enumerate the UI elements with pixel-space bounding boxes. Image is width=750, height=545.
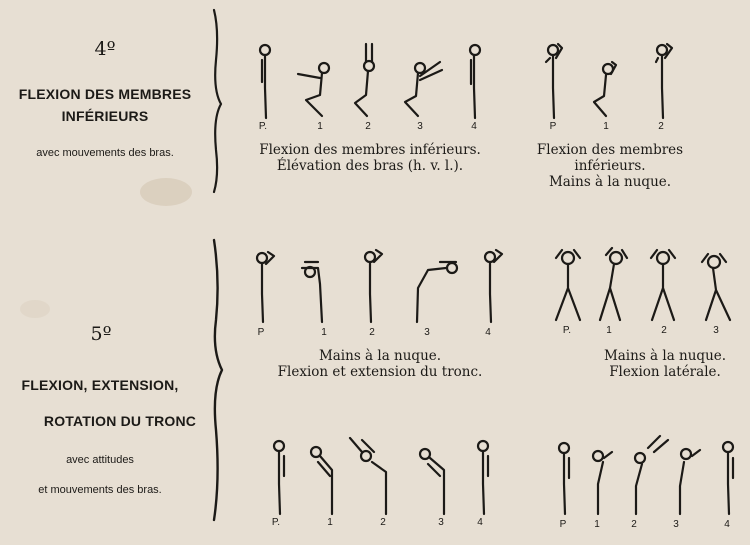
caption-r2b-line2: Flexion latérale. xyxy=(609,364,721,380)
label-r3-2: 2 xyxy=(380,517,386,528)
label-r3-p: P. xyxy=(271,517,281,528)
fig-r2b-2 xyxy=(651,250,675,320)
label-r3-3: 3 xyxy=(438,517,444,528)
label-r2b-3: 3 xyxy=(713,325,719,336)
fig-r3b-1 xyxy=(593,451,612,514)
section-4-title-line2: INFÉRIEURS xyxy=(61,108,149,124)
section-5-title-line1: FLEXION, EXTENSION, xyxy=(21,377,179,393)
fig-r2b-1 xyxy=(600,248,627,320)
section-5-subtitle-line2: et mouvements des bras. xyxy=(38,484,162,496)
fig-r1b-2 xyxy=(656,44,672,118)
label-r2b-p: P. xyxy=(562,325,572,336)
label-r3b-3: 3 xyxy=(673,519,679,530)
section-4-brace xyxy=(214,10,221,192)
caption-r1b-line1: Flexion des membres xyxy=(536,142,684,158)
fig-r3-4 xyxy=(478,441,488,514)
label-r1-2: 2 xyxy=(365,121,371,132)
fig-r2-4 xyxy=(485,250,502,322)
section-5-number: 5º xyxy=(90,323,112,345)
fig-r2b-p xyxy=(556,250,580,320)
fig-r3-2 xyxy=(350,438,386,514)
fig-r1b-p xyxy=(546,44,562,118)
fig-r1-2 xyxy=(355,44,374,116)
label-r3b-1: 1 xyxy=(594,519,600,530)
label-r1-p: P. xyxy=(258,121,268,132)
label-r2b-1: 1 xyxy=(606,325,612,336)
section-4-title-line1: FLEXION DES MEMBRES xyxy=(18,86,192,102)
label-r2-p: P xyxy=(257,327,265,338)
section-5-brace xyxy=(214,240,222,520)
caption-r2-line1: Mains à la nuque. xyxy=(318,348,442,364)
label-r2-1: 1 xyxy=(321,327,327,338)
label-r3-4: 4 xyxy=(477,517,483,528)
caption-r2-line2: Flexion et extension du tronc. xyxy=(277,364,483,380)
fig-r2-3 xyxy=(417,262,457,322)
fig-r1b-1 xyxy=(594,62,616,116)
label-r1b-2: 2 xyxy=(658,121,664,132)
label-r2-4: 4 xyxy=(485,327,491,338)
caption-r1-line2: Élévation des bras (h. v. l.). xyxy=(276,158,464,174)
fig-r1-3 xyxy=(405,62,442,116)
fig-r2-p xyxy=(257,252,274,322)
fig-r3b-3 xyxy=(680,449,700,514)
caption-r1b-line2: inférieurs. xyxy=(574,158,646,174)
section-5-subtitle-line1: avec attitudes xyxy=(66,454,134,466)
section-4-subtitle: avec mouvements des bras. xyxy=(36,147,174,159)
label-r3-1: 1 xyxy=(327,517,333,528)
fig-r3-3 xyxy=(420,449,444,514)
fig-r3-1 xyxy=(311,447,332,514)
label-r2-2: 2 xyxy=(369,327,375,338)
fig-r2-1 xyxy=(302,262,322,322)
caption-r1-line1: Flexion des membres inférieurs. xyxy=(259,142,481,158)
fig-r3b-p xyxy=(559,443,569,514)
label-r2b-2: 2 xyxy=(661,325,667,336)
fig-r1-1 xyxy=(298,63,329,116)
fig-r3b-2 xyxy=(635,436,668,514)
label-r3b-p: P xyxy=(559,519,567,530)
fig-r2-2 xyxy=(365,250,382,322)
label-r1-1: 1 xyxy=(317,121,323,132)
caption-r2b-line1: Mains à la nuque. xyxy=(603,348,727,364)
caption-r1b-line3: Mains à la nuque. xyxy=(548,174,672,190)
label-r3b-2: 2 xyxy=(631,519,637,530)
label-r3b-4: 4 xyxy=(724,519,730,530)
fig-r1-4 xyxy=(470,45,480,118)
label-r1b-1: 1 xyxy=(603,121,609,132)
label-r1-3: 3 xyxy=(417,121,423,132)
fig-r3b-4 xyxy=(723,442,733,514)
label-r1-4: 4 xyxy=(471,121,477,132)
fig-r1-p xyxy=(260,45,270,118)
fig-r2b-3 xyxy=(702,254,730,320)
section-4-number: 4º xyxy=(94,38,116,60)
label-r2-3: 3 xyxy=(424,327,430,338)
label-r1b-p: P xyxy=(549,121,557,132)
fig-r3-p xyxy=(274,441,284,514)
section-5-title-line2: ROTATION DU TRONC xyxy=(43,413,197,429)
